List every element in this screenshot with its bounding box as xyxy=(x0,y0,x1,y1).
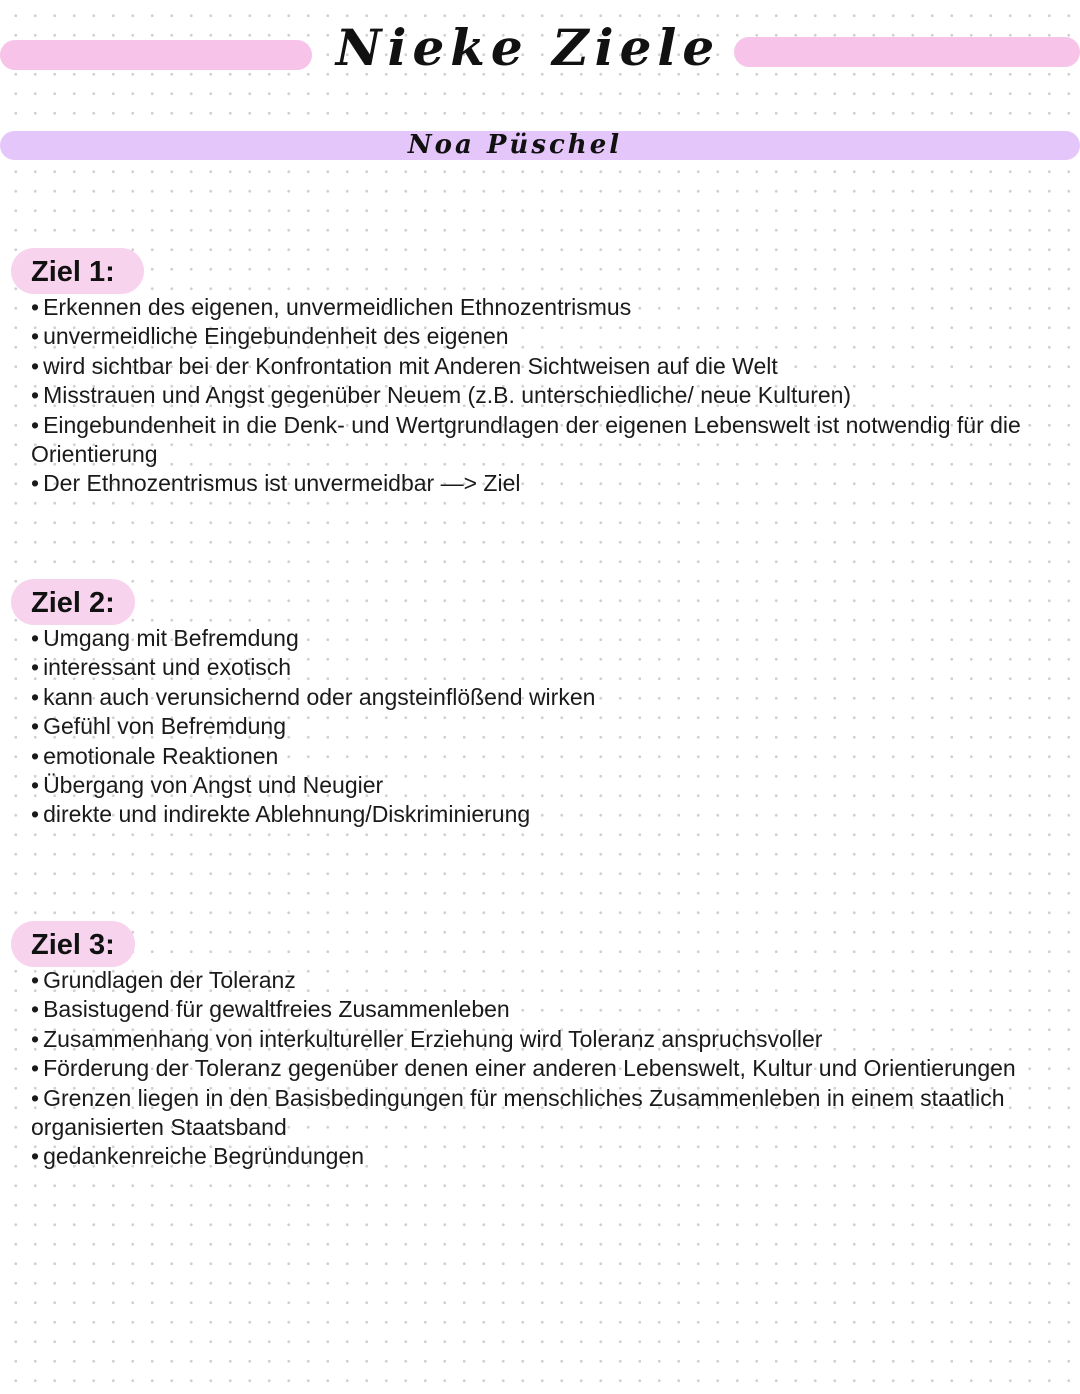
bullet-icon: • xyxy=(31,382,40,409)
section-heading-wrap xyxy=(31,582,1041,624)
section-heading: Ziel 2: xyxy=(31,587,115,619)
bullet-icon: • xyxy=(31,1143,40,1170)
bullet-icon: • xyxy=(31,1025,40,1052)
section-heading-wrap xyxy=(31,924,1041,966)
list-item: • Förderung der Toleranz gegenüber denen einer anderen Lebenswelt, Kultur und Orientierungen xyxy=(31,1055,1016,1082)
list-item: • kann auch verunsichernd oder angsteinflößend wirken xyxy=(31,683,596,710)
author-name: Noa Püschel xyxy=(407,130,623,160)
list-item: • Umgang mit Befremdung xyxy=(31,625,299,651)
section-ziel-1 xyxy=(31,251,1041,499)
bullet-icon: • xyxy=(31,411,40,438)
list-item: • Zusammenhang von interkultureller Erziehung wird Toleranz anspruchsvoller xyxy=(31,1025,823,1052)
bullet-icon: • xyxy=(31,967,40,993)
bullet-icon: • xyxy=(31,713,40,740)
list-item: • Grenzen liegen in den Basisbedingungen für menschliches Zusammenleben in einem staatlich organisierten Staatsband xyxy=(31,1084,1005,1141)
bullet-icon: • xyxy=(31,294,40,320)
section-ziel-3 xyxy=(31,924,1041,1172)
list-item: • direkte und indirekte Ablehnung/Diskriminierung xyxy=(31,801,531,828)
list-item: • unvermeidliche Eingebundenheit des eigenen xyxy=(31,323,509,350)
section-heading-wrap xyxy=(31,251,1041,293)
title-decoration-bar-left xyxy=(0,40,312,70)
bullet-icon: • xyxy=(31,1084,40,1111)
bullet-icon: • xyxy=(31,742,40,769)
list-item: • Erkennen des eigenen, unvermeidlichen Ethnozentrismus xyxy=(31,294,632,320)
list-item: • gedankenreiche Begründungen xyxy=(31,1143,365,1170)
bullet-icon: • xyxy=(31,996,40,1023)
list-item: • Grundlagen der Toleranz xyxy=(31,967,296,993)
bullet-icon: • xyxy=(31,654,40,681)
list-item: • Der Ethnozentrismus ist unvermeidbar —> Ziel xyxy=(31,470,521,497)
list-item: • wird sichtbar bei der Konfrontation mit Anderen Sichtweisen auf die Welt xyxy=(31,352,778,379)
bullet-icon: • xyxy=(31,1055,40,1082)
list-item: • emotionale Reaktionen xyxy=(31,742,279,769)
section-ziel-2 xyxy=(31,582,1041,830)
section-heading: Ziel 3: xyxy=(31,929,115,961)
title-decoration-bar-right xyxy=(734,37,1080,67)
bullet-icon: • xyxy=(31,470,40,497)
list-item: • Eingebundenheit in die Denk- und Wertgrundlagen der eigenen Lebenswelt ist notwendig für die Orientierung xyxy=(31,411,1021,468)
bullet-list xyxy=(31,293,1041,499)
bullet-icon: • xyxy=(31,352,40,379)
list-item: • interessant und exotisch xyxy=(31,654,292,681)
bullet-icon: • xyxy=(31,323,40,350)
bullet-icon: • xyxy=(31,801,40,828)
bullet-icon: • xyxy=(31,625,40,651)
bullet-icon: • xyxy=(31,683,40,710)
bullet-icon: • xyxy=(31,772,40,799)
list-item: • Gefühl von Befremdung xyxy=(31,713,286,740)
section-heading: Ziel 1: xyxy=(31,256,115,288)
list-item: • Übergang von Angst und Neugier xyxy=(31,772,384,799)
page-title: Nieke Ziele xyxy=(335,18,721,77)
list-item: • Basistugend für gewaltfreies Zusammenleben xyxy=(31,996,510,1023)
bullet-list xyxy=(31,966,1041,1172)
list-item: • Misstrauen und Angst gegenüber Neuem (z.B. unterschiedliche/ neue Kulturen) xyxy=(31,382,852,409)
bullet-list xyxy=(31,624,1041,830)
